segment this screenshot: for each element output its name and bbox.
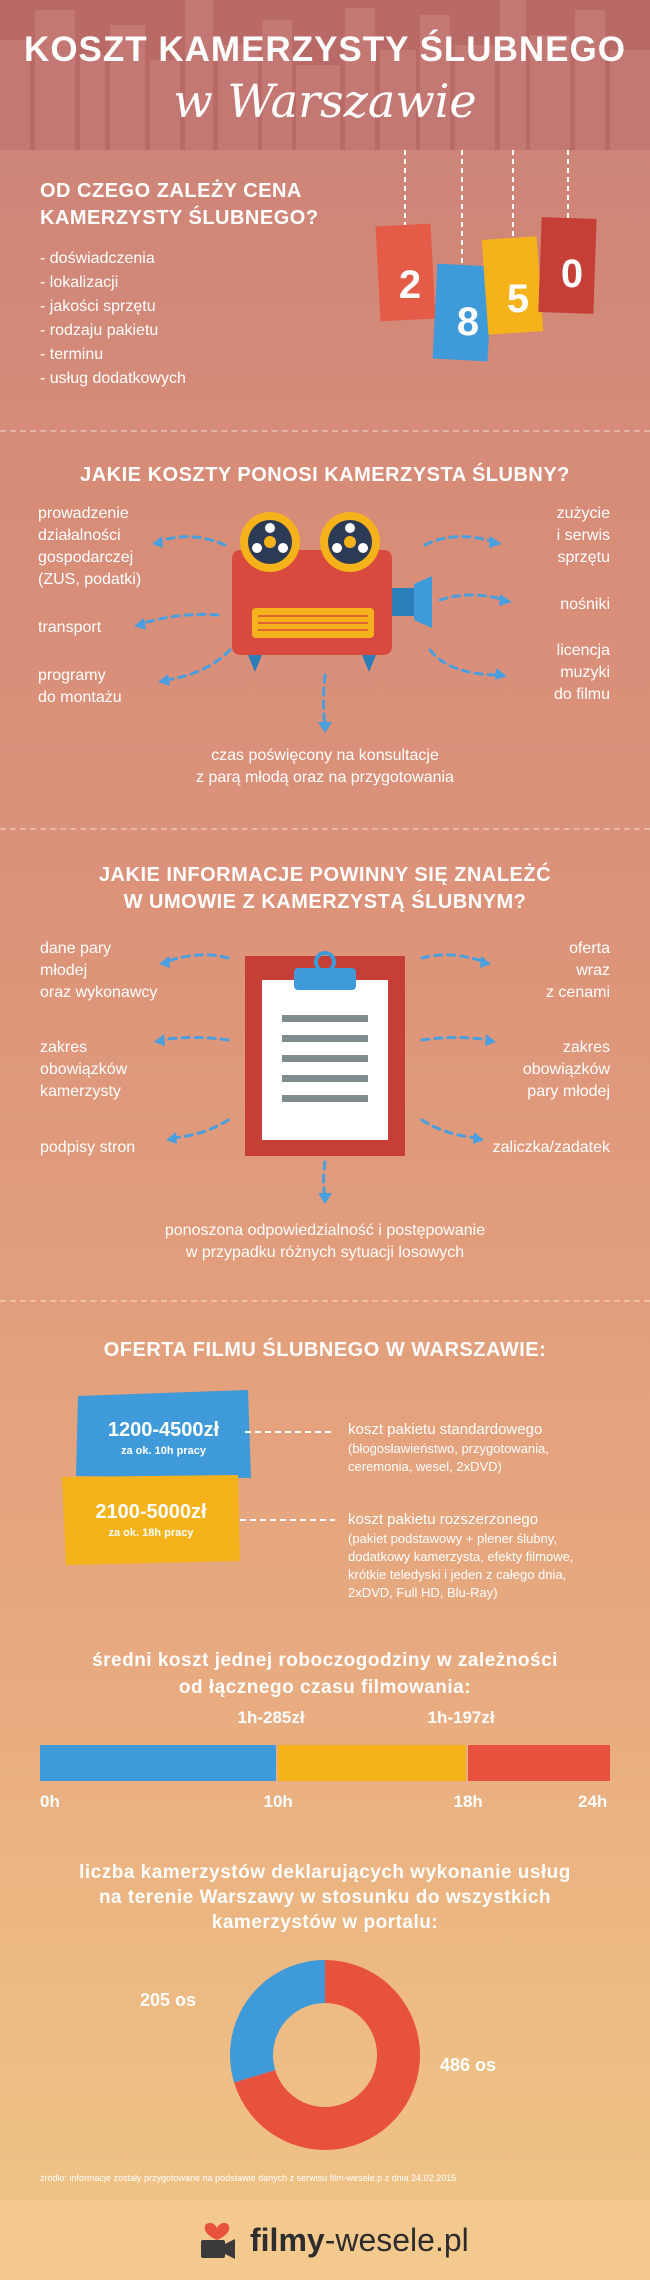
section5-title <box>0 1647 650 1701</box>
cost-item-line: transport <box>38 619 102 636</box>
section6-title-line: liczba kamerzystów deklarujących wykonanie usług <box>79 1862 571 1883</box>
section6-title <box>0 1860 650 1935</box>
price-digit: 2 <box>398 263 422 307</box>
header-subtitle: w Warszawie <box>173 74 477 128</box>
price-digit: 8 <box>456 300 480 344</box>
hourly-cost-bar-chart <box>40 1745 610 1781</box>
cost-item-line: czas poświęcony na konsultacje <box>211 747 439 764</box>
list-item: - jakości sprzętu <box>40 298 156 315</box>
cost-item-line: prowadzenie <box>38 505 129 522</box>
package-standard-desc-line: (błogosławieństwo, przygotowania, <box>348 1441 549 1456</box>
section2-title: JAKIE KOSZTY PONOSI KAMERZYSTA ŚLUBNY? <box>80 464 570 486</box>
contract-item-line: zaliczka/zadatek <box>492 1139 610 1156</box>
contract-item-line: kamerzysty <box>40 1083 121 1100</box>
bar-segment-label: 1h-285zł <box>237 1708 305 1727</box>
section3-title <box>0 862 650 916</box>
contract-item-line: wraz <box>576 962 610 979</box>
brand-name[interactable] <box>250 2222 469 2259</box>
hourly-cost-labels <box>40 1708 610 1738</box>
cost-item-line: i serwis <box>556 527 610 544</box>
axis-tick-label: 24h <box>578 1792 608 1811</box>
price-standard: 1200-4500zł <box>107 1419 220 1441</box>
contract-item-line: dane pary <box>40 940 112 957</box>
footer <box>0 2200 650 2280</box>
cost-item-line: do montażu <box>38 689 122 706</box>
connector-line <box>240 1510 340 1530</box>
source-note: źródło: informacje zostały przygotowane na podstawie danych z serwisu film-wesele.p z dnia 24.02.2015 <box>40 2173 457 2183</box>
bar-segment <box>468 1745 611 1781</box>
section5-title-line: od łącznego czasu filmowania: <box>178 1677 472 1698</box>
package-extended-desc-line: krótkie teledyski i jeden z całego dnia, <box>348 1567 567 1582</box>
section6-title-line: na terenie Warszawy w stosunku do wszystkich <box>98 1887 552 1908</box>
contract-item-line: zakres <box>40 1039 88 1056</box>
price-box-extended <box>62 1475 240 1565</box>
cost-item-line: zużycie <box>556 505 610 522</box>
section-divider <box>0 828 650 830</box>
contract-item-bottom <box>0 1220 650 1264</box>
cost-item-line: programy <box>38 667 106 684</box>
list-item: - terminu <box>40 346 104 363</box>
package-standard-desc-line: ceremonia, wesel, 2xDVD) <box>348 1459 502 1474</box>
price-digits <box>360 150 630 400</box>
cost-item-line: działalności <box>38 527 121 544</box>
contract-item-line: z cenami <box>545 984 610 1001</box>
list-item: - usług dodatkowych <box>40 370 186 387</box>
contract-item-line: obowiązków <box>40 1061 128 1078</box>
section5-title-line: średni koszt jednej roboczogodziny w zależności <box>92 1650 558 1671</box>
contract-item-line: młodej <box>40 962 88 979</box>
section4-title: OFERTA FILMU ŚLUBNEGO W WARSZAWIE: <box>103 1339 547 1361</box>
cost-item-line: z parą młodą oraz na przygotowania <box>196 769 454 786</box>
list-item: - doświadczenia <box>40 250 155 267</box>
bar-segment <box>278 1745 466 1781</box>
contract-item-line: zakres <box>562 1039 610 1056</box>
contract-item-line: obowiązków <box>522 1061 610 1078</box>
clipboard-illustration <box>0 940 650 1210</box>
section-divider <box>0 1300 650 1302</box>
section1-title-line: OD CZEGO ZALEŻY CENA <box>40 180 302 202</box>
price-extended-hours: za ok. 18h pracy <box>108 1527 194 1539</box>
section3-title-line: W UMOWIE Z KAMERZYSTĄ ŚLUBNYM? <box>123 891 527 913</box>
cost-item-line: licencja <box>556 642 610 659</box>
axis-tick-label: 10h <box>263 1792 293 1811</box>
cost-item-line: (ZUS, podatki) <box>38 571 142 588</box>
brand-name-bold: filmy <box>250 2222 325 2258</box>
donut-slice <box>230 1960 325 2082</box>
contract-item-line: oferta <box>569 940 610 957</box>
list-item: - rodzaju pakietu <box>40 322 159 339</box>
package-extended-desc-line: (pakiet podstawowy + plener ślubny, <box>348 1531 557 1546</box>
package-extended-info <box>348 1510 643 1602</box>
list-item: - lokalizacji <box>40 274 119 291</box>
axis-tick-label: 18h <box>453 1792 483 1811</box>
contract-item-line: ponoszona odpowiedzialność i postępowanie <box>164 1222 486 1239</box>
cost-item-line: gospodarczej <box>38 549 134 566</box>
contract-item-line: pary młodej <box>527 1083 610 1100</box>
axis-tick-label: 0h <box>40 1792 60 1811</box>
brand-name-light: -wesele.pl <box>324 2222 469 2258</box>
photographers-donut-chart <box>225 1955 425 2155</box>
connector-lines <box>240 1420 340 1520</box>
package-standard-title: koszt pakietu standardowego <box>348 1421 543 1438</box>
price-standard-hours: za ok. 10h pracy <box>121 1445 206 1457</box>
donut-label-total: 486 os <box>440 2055 497 2075</box>
section1-title <box>40 178 360 232</box>
section1-title-line: KAMERZYSTY ŚLUBNEGO? <box>40 207 319 229</box>
contract-item-line: podpisy stron <box>40 1139 136 1156</box>
price-digit: 5 <box>506 277 530 321</box>
package-standard-info <box>348 1420 638 1476</box>
cost-item-line: muzyki <box>560 664 610 681</box>
package-extended-title: koszt pakietu rozszerzonego <box>348 1511 539 1528</box>
price-box-standard <box>76 1390 251 1480</box>
donut-label-warsaw: 205 os <box>140 1990 197 2010</box>
price-factors-list <box>40 247 280 391</box>
price-digit: 0 <box>560 252 584 296</box>
contract-item-line: w przypadku różnych sytuacji losowych <box>185 1244 465 1261</box>
projector-illustration <box>0 500 650 750</box>
bar-segment-label: 1h-197zł <box>427 1708 495 1727</box>
header-title: KOSZT KAMERZYSTY ŚLUBNEGO <box>24 30 626 69</box>
camera-heart-logo-icon <box>195 2218 239 2262</box>
section3-title-line: JAKIE INFORMACJE POWINNY SIĘ ZNALEŻĆ <box>98 864 552 886</box>
section6-title-line: kamerzystów w portalu: <box>211 1912 439 1933</box>
cost-item-bottom <box>0 745 650 789</box>
header-banner <box>0 0 650 150</box>
hourly-cost-axis <box>40 1792 610 1822</box>
cost-item-line: sprzętu <box>557 549 610 566</box>
cost-item-line: do filmu <box>553 686 610 703</box>
package-extended-desc-line: dodatkowy kamerzysta, efekty filmowe, <box>348 1549 574 1564</box>
cost-item-line: nośniki <box>560 596 610 613</box>
price-extended: 2100-5000zł <box>95 1501 207 1523</box>
package-extended-desc-line: 2xDVD, Full HD, Blu-Ray) <box>348 1585 498 1600</box>
section-divider <box>0 430 650 432</box>
contract-item-line: oraz wykonawcy <box>40 984 158 1001</box>
bar-segment <box>40 1745 276 1781</box>
